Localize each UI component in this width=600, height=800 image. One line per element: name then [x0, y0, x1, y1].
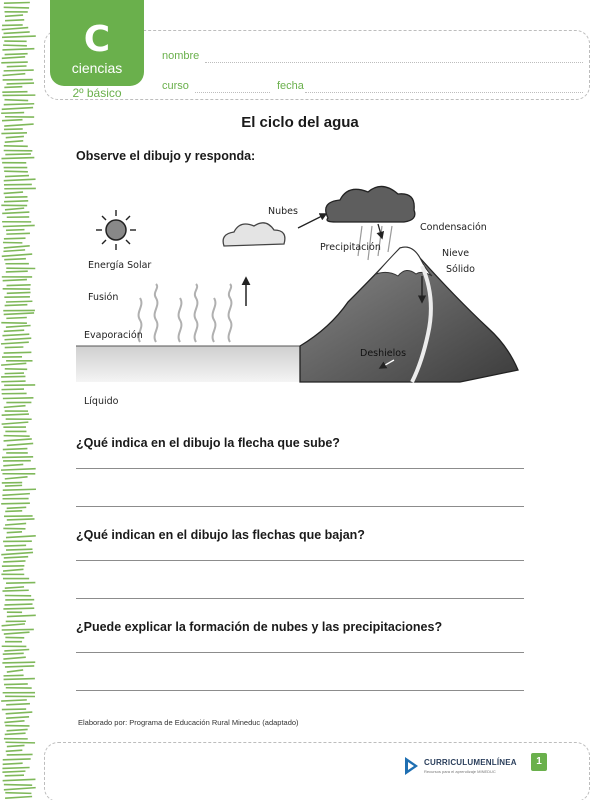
course-field[interactable]	[195, 92, 270, 93]
subject-name: ciencias	[71, 60, 123, 76]
page-number: 1	[531, 753, 547, 771]
small-cloud-icon	[223, 223, 285, 246]
evaporation-wisps	[139, 284, 232, 342]
sun-icon	[96, 210, 136, 250]
water-cycle-diagram	[76, 178, 526, 418]
label-condensacion: Condensación	[420, 222, 487, 233]
label-liquido: Líquido	[84, 396, 119, 407]
play-arrow-icon	[402, 756, 420, 776]
date-field[interactable]	[305, 92, 583, 93]
answer-line-3a[interactable]	[76, 652, 524, 653]
label-nieve: Nieve	[442, 248, 470, 259]
label-deshielos: Deshielos	[360, 348, 407, 359]
subject-letter: C	[83, 19, 111, 60]
grade-label: 2º básico	[72, 86, 122, 100]
credit-text: Elaborado por: Programa de Educación Rural Mineduc (adaptado)	[78, 718, 299, 727]
label-energia-solar: Energía Solar	[88, 260, 152, 271]
label-precipitacion: Precipitación	[320, 242, 381, 253]
curriculum-logo[interactable]	[402, 754, 522, 780]
answer-line-2b[interactable]	[76, 598, 524, 599]
question-2: ¿Qué indican en el dibujo las flechas que bajan?	[76, 528, 365, 542]
answer-line-1b[interactable]	[76, 506, 524, 507]
brand-name: CURRICULUMENLÍNEA	[424, 758, 517, 767]
brand-tagline: Recursos para el aprendizaje MINEDUC	[424, 769, 496, 774]
answer-line-1a[interactable]	[76, 468, 524, 469]
date-label: fecha	[277, 80, 304, 92]
question-3: ¿Puede explicar la formación de nubes y las precipitaciones?	[76, 620, 443, 634]
label-nubes: Nubes	[268, 206, 298, 217]
subject-badge	[50, 0, 144, 86]
label-solido: Sólido	[446, 264, 475, 275]
label-fusion: Fusión	[88, 292, 119, 303]
label-evaporacion: Evaporación	[84, 330, 143, 341]
cloud-arrow-icon	[298, 214, 326, 228]
course-label: curso	[162, 80, 189, 92]
question-1: ¿Qué indica en el dibujo la flecha que sube?	[76, 436, 340, 450]
instruction-text: Observe el dibujo y responda:	[76, 149, 256, 163]
mountain-illustration	[300, 247, 518, 382]
answer-line-3b[interactable]	[76, 690, 524, 691]
page-title: El ciclo del agua	[241, 114, 359, 131]
answer-line-2a[interactable]	[76, 560, 524, 561]
name-label: nombre	[162, 50, 200, 62]
name-field[interactable]	[205, 62, 583, 63]
